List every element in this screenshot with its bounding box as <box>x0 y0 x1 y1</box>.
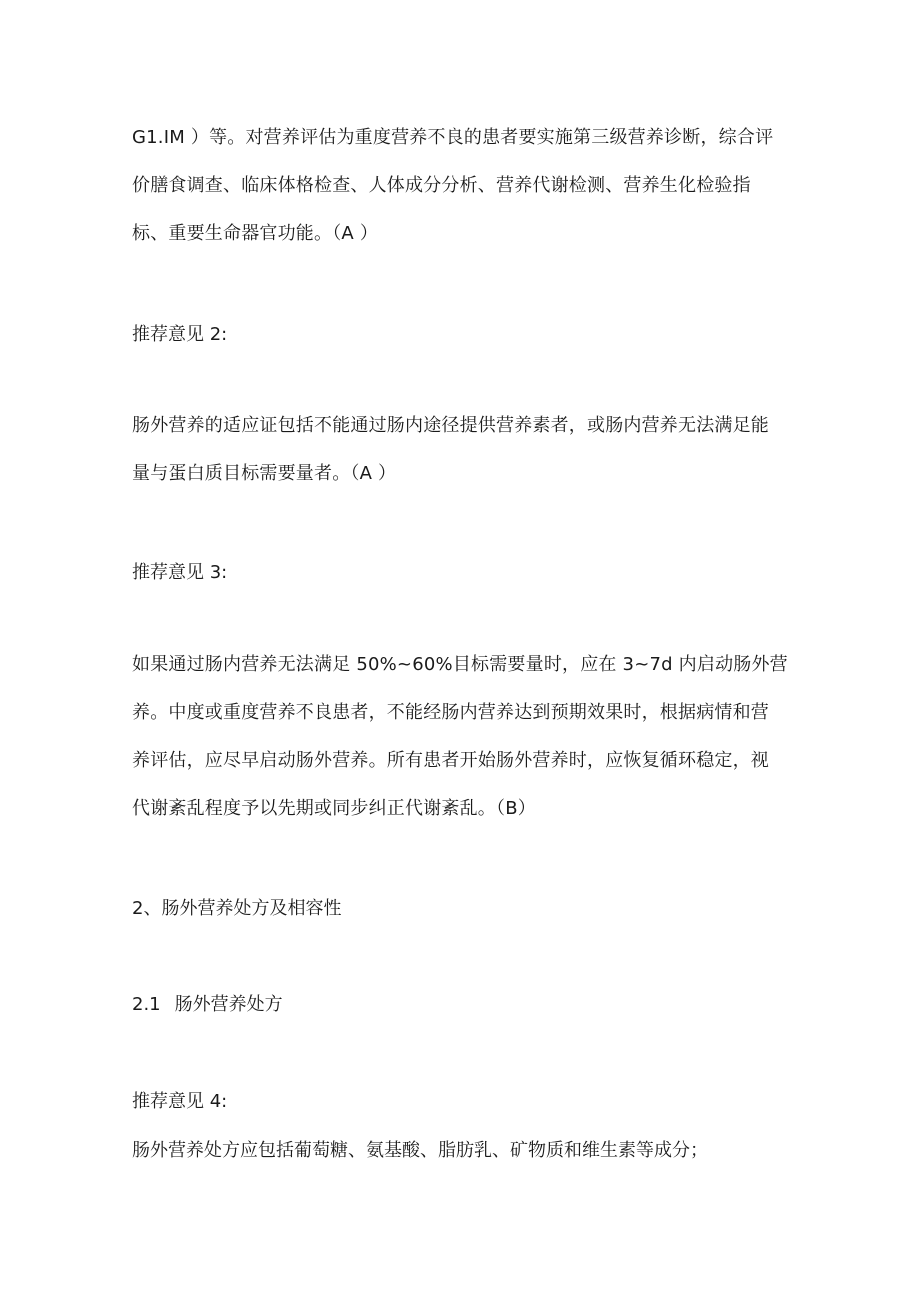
paragraph-nutrition-diagnosis <box>132 114 794 258</box>
text-line: G1.IM ）等。对营养评估为重度营养不良的患者要实施第三级营养诊断，综合评 <box>132 127 774 148</box>
text-line: 养评估，应尽早启动肠外营养。所有患者开始肠外营养时，应恢复循环稳定，视 <box>132 750 769 771</box>
text-line: 养。中度或重度营养不良患者，不能经肠内营养达到预期效果时，根据病情和营 <box>132 702 769 723</box>
recommendation-2-title: 推荐意见 2: <box>132 324 228 345</box>
section-2-heading: 2、肠外营养处方及相容性 <box>132 898 342 919</box>
recommendation-3-title: 推荐意见 3: <box>132 562 228 583</box>
recommendation-4-body: 肠外营养处方应包括葡萄糖、氨基酸、脂肪乳、矿物质和维生素等成分； <box>132 1140 708 1161</box>
section-title: 肠外营养处方 <box>174 994 283 1015</box>
recommendation-3-body <box>132 641 794 833</box>
text-line: 标、重要生命器官功能。（A ） <box>132 223 379 244</box>
recommendation-4-title: 推荐意见 4: <box>132 1091 228 1112</box>
recommendation-2-body <box>132 402 794 498</box>
text-line: 代谢紊乱程度予以先期或同步纠正代谢紊乱。（B） <box>132 798 536 819</box>
text-line: 肠外营养的适应证包括不能通过肠内途径提供营养素者，或肠内营养无法满足能 <box>132 415 769 436</box>
section-2-1-heading <box>132 990 283 1020</box>
text-line: 量与蛋白质目标需要量者。（A ） <box>132 463 397 484</box>
text-line: 如果通过肠内营养无法满足 50%~60%目标需要量时，应在 3~7d 内启动肠外营 <box>132 654 788 675</box>
text-line: 价膳食调查、临床体格检查、人体成分分析、营养代谢检测、营养生化检验指 <box>132 175 751 196</box>
section-number: 2.1 <box>132 994 161 1015</box>
